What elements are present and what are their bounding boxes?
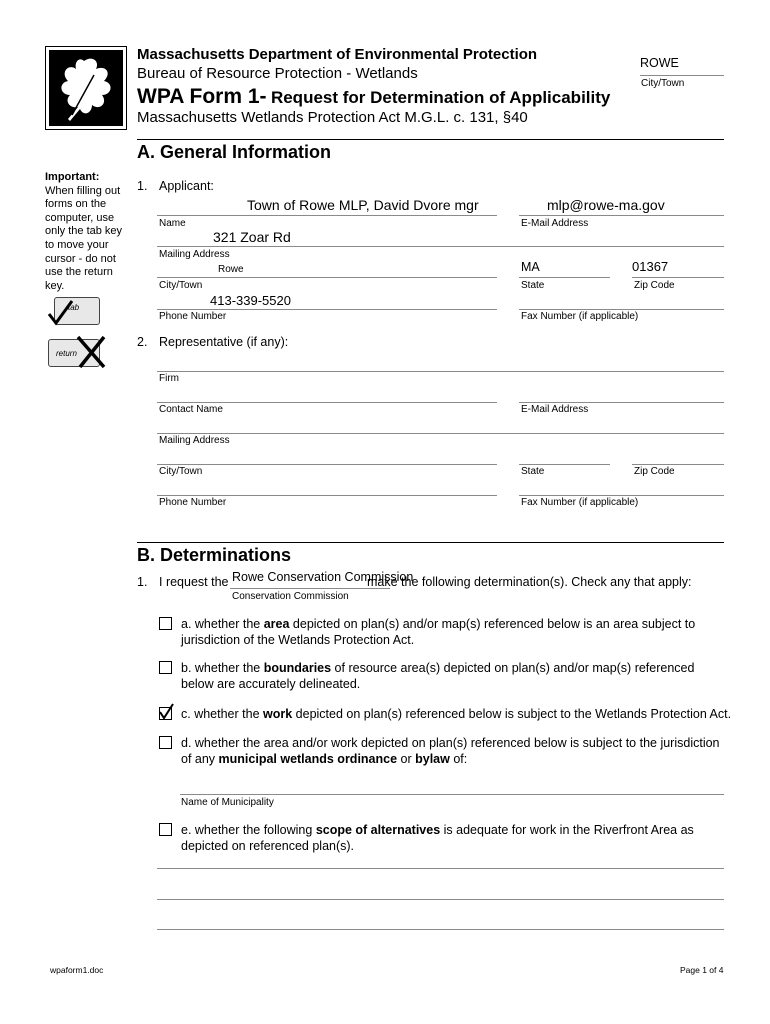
header-city-label: City/Town [641,78,685,89]
rep-city-label: City/Town [159,466,203,477]
municipality-line [180,794,724,795]
bureau-name: Bureau of Resource Protection - Wetlands [137,65,418,82]
municipality-label: Name of Municipality [181,797,274,808]
checkmark-icon [46,299,74,327]
applicant-fax-field[interactable] [519,292,724,308]
section-b-title: B. Determinations [137,545,292,565]
x-mark-icon [74,333,108,371]
important-line: only the tab key [45,225,123,238]
logo [45,46,127,130]
section-b-divider [137,542,724,543]
applicant-name-line [157,215,497,216]
important-line: When filling out [45,184,121,197]
rep-email-line [519,402,724,403]
important-line: use the return [45,266,113,279]
option-b-text: b. whether the boundaries of resource area(s) depicted on plan(s) and/or map(s) referenced below are accurately delineated. [181,661,695,691]
important-line: to move your [45,238,109,251]
alternatives-line-1 [157,868,724,869]
important-line: key. [45,279,65,292]
rep-zip-field[interactable] [632,448,724,464]
rep-firm-field[interactable] [157,355,724,371]
rep-phone-field[interactable] [157,479,497,495]
act-citation: Massachusetts Wetlands Protection Act M.G.L. c. 131, §40 [137,109,528,126]
important-line: computer, use [45,211,115,224]
important-heading: Important: [45,171,100,183]
rep-address-field[interactable] [157,417,724,433]
request-pre: I request the [159,575,229,589]
rep-firm-line [157,371,724,372]
rep-fax-field[interactable] [519,479,724,495]
rep-email-field[interactable] [519,386,724,402]
alternatives-field-3[interactable] [157,913,724,929]
applicant-state-line [519,277,610,278]
rep-phone-label: Phone Number [159,497,227,508]
rep-contact-field[interactable] [157,386,497,402]
rep-state-field[interactable] [519,448,610,464]
applicant-city-label: City/Town [159,280,203,291]
option-c-text: c. whether the work depicted on plan(s) referenced below is subject to the Wetlands Protection Act. [181,707,732,721]
applicant-name-label: Name [159,218,186,229]
rep-fax-line [519,495,724,496]
important-line: forms on the [45,198,107,211]
rep-address-line [157,433,724,434]
option-a-checkbox[interactable] [159,617,172,630]
section-a-title: A. General Information [137,142,332,162]
header-city-line [640,75,724,76]
rep-city-line [157,464,497,465]
footer-page: Page 1 of 4 [680,965,724,975]
rep-contact-line [157,402,497,403]
applicant-zip-field[interactable]: 01367 [632,259,669,274]
rep-email-label: E-Mail Address [521,404,589,415]
applicant-address-field[interactable]: 321 Zoar Rd [213,229,291,245]
representative-heading: Representative (if any): [159,335,289,349]
oak-leaf-icon [50,51,122,125]
commission-field[interactable]: Rowe Conservation Commission [232,570,414,584]
option-d-checkbox[interactable] [159,736,172,749]
header-city-value[interactable]: ROWE [640,56,679,70]
applicant-state-label: State [521,280,545,291]
applicant-state-field[interactable]: MA [521,260,540,274]
applicant-zip-label: Zip Code [634,280,675,291]
applicant-city-field[interactable]: Rowe [218,264,244,275]
rep-zip-label: Zip Code [634,466,675,477]
rep-contact-label: Contact Name [159,404,223,415]
applicant-email-field[interactable]: mlp@rowe-ma.gov [547,197,665,213]
applicant-phone-line [157,309,497,310]
rep-firm-label: Firm [159,373,179,384]
footer-filename: wpaform1.doc [50,965,104,975]
agency-name: Massachusetts Department of Environmental Protection [137,46,538,63]
option-e-text: e. whether the following scope of alternatives is adequate for work in the Riverfront Area as depicted on referenced plan(s). [181,823,694,853]
return-key-icon [46,333,110,371]
tab-key-icon [46,295,106,329]
important-note [45,171,127,293]
applicant-zip-line [632,277,724,278]
option-e-checkbox[interactable] [159,823,172,836]
applicant-address-line [157,246,724,247]
alternatives-line-2 [157,899,724,900]
alternatives-field-2[interactable] [157,883,724,899]
rep-state-label: State [521,466,545,477]
rep-address-label: Mailing Address [159,435,230,446]
checkmark-icon [158,702,174,720]
alternatives-line-3 [157,929,724,930]
representative-number: 2. [137,335,148,349]
return-key-label: return [56,349,77,358]
applicant-phone-field[interactable]: 413-339-5520 [210,293,291,308]
rep-fax-label: Fax Number (if applicable) [521,497,639,508]
option-b-checkbox[interactable] [159,661,172,674]
form-number: WPA Form 1- [137,85,267,108]
applicant-phone-label: Phone Number [159,311,227,322]
option-a-text: a. whether the area depicted on plan(s) and/or map(s) referenced below is an area subject to jurisdiction of the Wetlands Protection Act. [181,617,696,647]
applicant-fax-line [519,309,724,310]
alternatives-field-1[interactable] [157,852,724,868]
request-number: 1. [137,575,148,589]
form-subtitle: Request for Determination of Applicability [270,88,611,107]
applicant-address-label: Mailing Address [159,249,230,260]
section-a-divider [137,139,724,140]
commission-label: Conservation Commission [232,591,349,602]
form-title [137,85,610,109]
important-line: cursor - do not [45,252,116,265]
rep-zip-line [632,464,724,465]
applicant-number: 1. [137,179,148,193]
rep-city-field[interactable] [157,448,497,464]
rep-state-line [519,464,610,465]
applicant-fax-label: Fax Number (if applicable) [521,311,639,322]
applicant-email-line [519,215,724,216]
applicant-email-label: E-Mail Address [521,218,589,229]
applicant-city-line [157,277,497,278]
applicant-heading: Applicant: [159,179,214,193]
tab-key-label: tab [68,303,80,312]
option-d-text: d. whether the area and/or work depicted on plan(s) referenced below is subject to the jurisdiction of any municipal wetlands ordinance or bylaw of: [181,736,720,766]
rep-phone-line [157,495,497,496]
commission-line [230,588,390,589]
applicant-name-field[interactable]: Town of Rowe MLP, David Dvore mgr [247,197,479,213]
municipality-field[interactable] [180,778,724,794]
request-post: make the following determination(s). Check any that apply: [367,575,692,589]
